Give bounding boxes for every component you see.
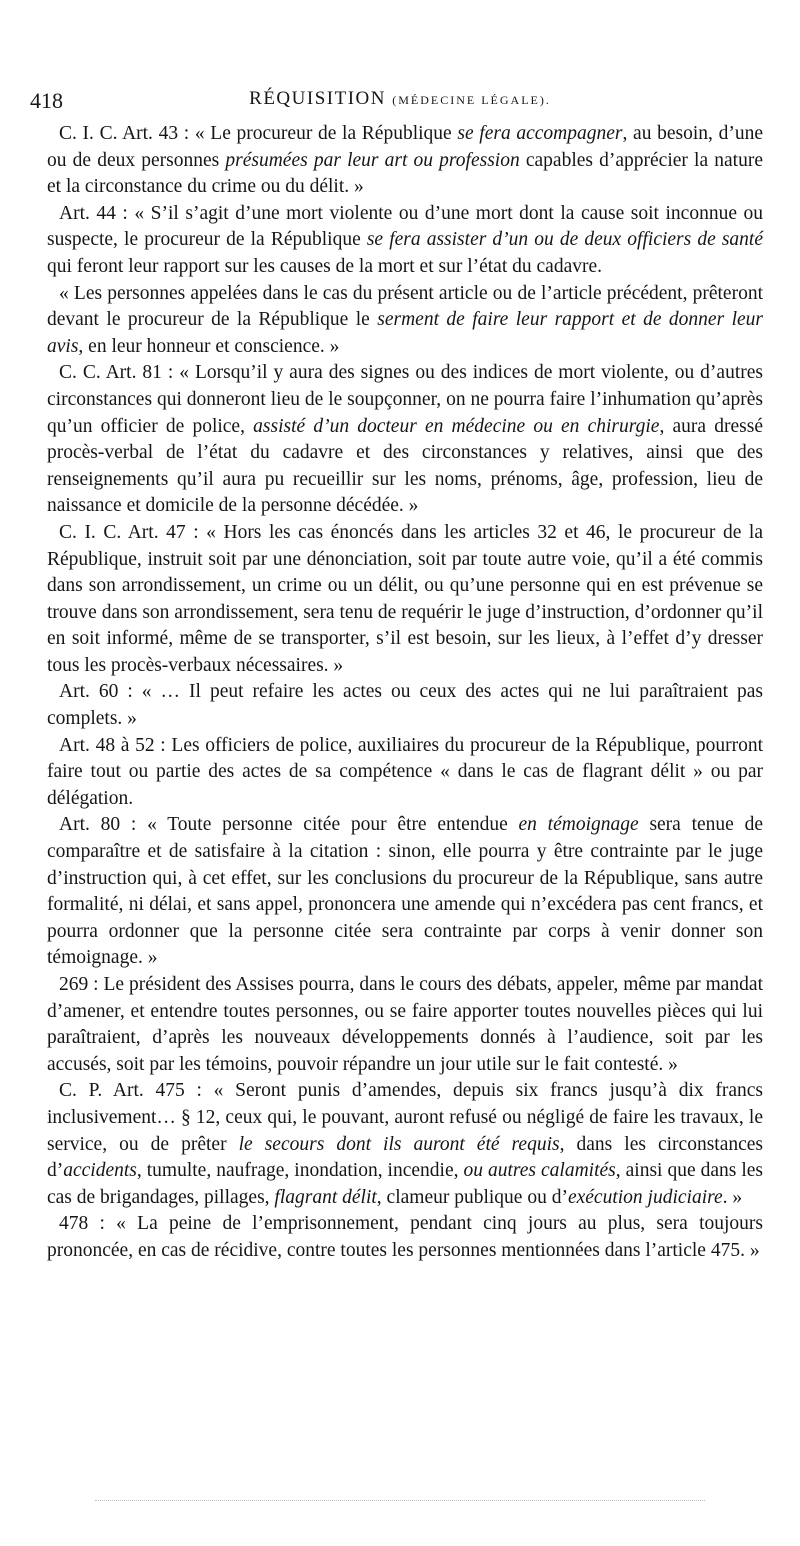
paragraph (47, 201, 763, 281)
text-run: . » (722, 1186, 743, 1208)
emphasis-text: assisté d’un docteur en médecine ou en chirurgie (253, 415, 660, 437)
text-run: C. I. C. Art. 47 : « Hors les cas énoncés dans les articles 32 et 46, le procureur de la République, instruit soit par une dénonciation, soit par toute autre voie, qu’il a été commis dans son arrondissement, un crime ou un délit, ou qu’une personne qui en est prévenue se trouve dans son arrondissement, sera tenu de requérir le juge d’instruction, d’ordonner qu’il en soit informé, même de se transporter, s’il est besoin, sur les lieux, à l’effet d’y dresser tous les procès-verbaux nécessaires. » (47, 521, 763, 676)
emphasis-text: serment de faire leur rapport et de donner leur avis (47, 309, 764, 357)
footer-divider (95, 1500, 705, 1501)
paragraph (47, 812, 763, 972)
text-run: Art. 48 à 52 : Les officiers de police, auxiliaires du procureur de la République, pourront faire tout ou partie des actes de sa compétence « dans le cas de flagrant délit » ou par délégation. (47, 734, 763, 809)
paragraph (47, 520, 763, 680)
text-run: , aura dressé procès-verbal de l’état du cadavre et des circonstances y relatives, ainsi que des renseignements qu’il aura pu recueillir sur les noms, prénoms, âge, profession, lieu de naissance et domicile de la personne décédée. » (47, 415, 763, 517)
paragraph (47, 733, 763, 813)
paragraph (47, 1078, 763, 1211)
text-run: capables d’apprécier la nature et la circonstance du crime ou du délit. » (47, 149, 763, 198)
text-run: , en leur honneur et conscience. » (78, 335, 340, 357)
text-run: Art. 44 : « S’il s’agit d’une mort violente ou d’une mort dont la cause soit inconnue ou suspecte, le procureur de la République (47, 202, 763, 251)
text-run: Art. 80 : « Toute personne citée pour être entendue (59, 814, 519, 836)
text-run: C. C. Art. 81 : « Lorsqu’il y aura des signes ou des indices de mort violente, ou d’autres circonstances qui donneront lieu de le soupçonner, on ne pourra faire l’inhumation qu’après qu’un officier de police, (47, 362, 763, 437)
text-run: , tumulte, naufrage, inondation, incendie, (136, 1160, 464, 1182)
emphasis-text: présumées par leur art ou profession (225, 149, 520, 171)
paragraph (47, 281, 763, 361)
emphasis-text: ou autres calamités (463, 1160, 616, 1182)
page-number: 418 (30, 88, 63, 113)
body-text (47, 121, 763, 1265)
paragraph (47, 360, 763, 520)
paragraph (47, 679, 763, 732)
emphasis-text: le secours dont ils auront été requis (238, 1133, 560, 1155)
text-run: qui feront leur rapport sur les causes de la mort et sur l’état du cadavre. (47, 255, 602, 277)
text-run: C. I. C. Art. 43 : « Le procureur de la République (59, 123, 458, 144)
text-run: C. P. Art. 475 : « Seront punis d’amendes, depuis six francs jusqu’à dix francs inclusivement… § 12, ceux qui, le pouvant, auront refusé ou négligé de faire les travaux, le service, ou de prêter (47, 1080, 763, 1155)
emphasis-text: se fera accompagner (457, 123, 623, 144)
paragraph (47, 121, 763, 201)
running-header (30, 88, 770, 118)
emphasis-text: flagrant délit (274, 1186, 377, 1208)
text-run: sera tenue de comparaître et de satisfaire à la citation : sinon, elle pourra y être contrainte par le juge d’instruction qui, à cet effet, sur les conclusions du procureur de la République, sans autre formalité, ni délai, et sans appel, prononcera une amende qui n’excédera pas cent francs, et pourra ordonner que la personne citée sera contrainte par corps à venir donner son témoignage. » (47, 814, 763, 969)
text-run: , clameur publique ou d’ (376, 1186, 568, 1208)
emphasis-text: se fera assister d’un ou de deux officiers de santé (366, 229, 764, 251)
emphasis-text: accidents (63, 1160, 137, 1182)
text-run: , dans les circonstances d’ (47, 1133, 764, 1182)
emphasis-text: exécution judiciaire (567, 1186, 723, 1208)
text-run: , ainsi que dans les cas de brigandages, pillages, (47, 1160, 763, 1208)
text-run: , au besoin, d’une ou de deux personnes (47, 123, 763, 171)
emphasis-text: en témoignage (518, 814, 639, 836)
paragraph (47, 972, 763, 1078)
running-title (30, 88, 770, 110)
text-run: 478 : « La peine de l’emprisonnement, pendant cinq jours au plus, sera toujours prononcée, en cas de récidive, contre toutes les personnes mentionnées dans l’article 475. » (47, 1213, 763, 1261)
text-run: « Les personnes appelées dans le cas du présent article ou de l’article précédent, prêteront devant le procureur de la République le (47, 282, 763, 331)
paragraph (47, 1211, 763, 1264)
running-title-subtitle: (MÉDECINE LÉGALE). (392, 93, 551, 107)
text-run: 269 : Le président des Assises pourra, dans le cours des débats, appeler, même par mandat d’amener, et entendre toutes personnes, ou se faire apporter toutes nouvelles pièces qui lui paraîtraient, d’après les nouveaux développements donnés à l’audience, soit par les accusés, soit par les témoins, pouvoir répandre un jour utile sur le fait contesté. » (47, 974, 763, 1075)
text-run: Art. 60 : « … Il peut refaire les actes ou ceux des actes qui ne lui paraîtraient pas complets. » (47, 681, 763, 730)
running-title-main: RÉQUISITION (249, 88, 386, 109)
